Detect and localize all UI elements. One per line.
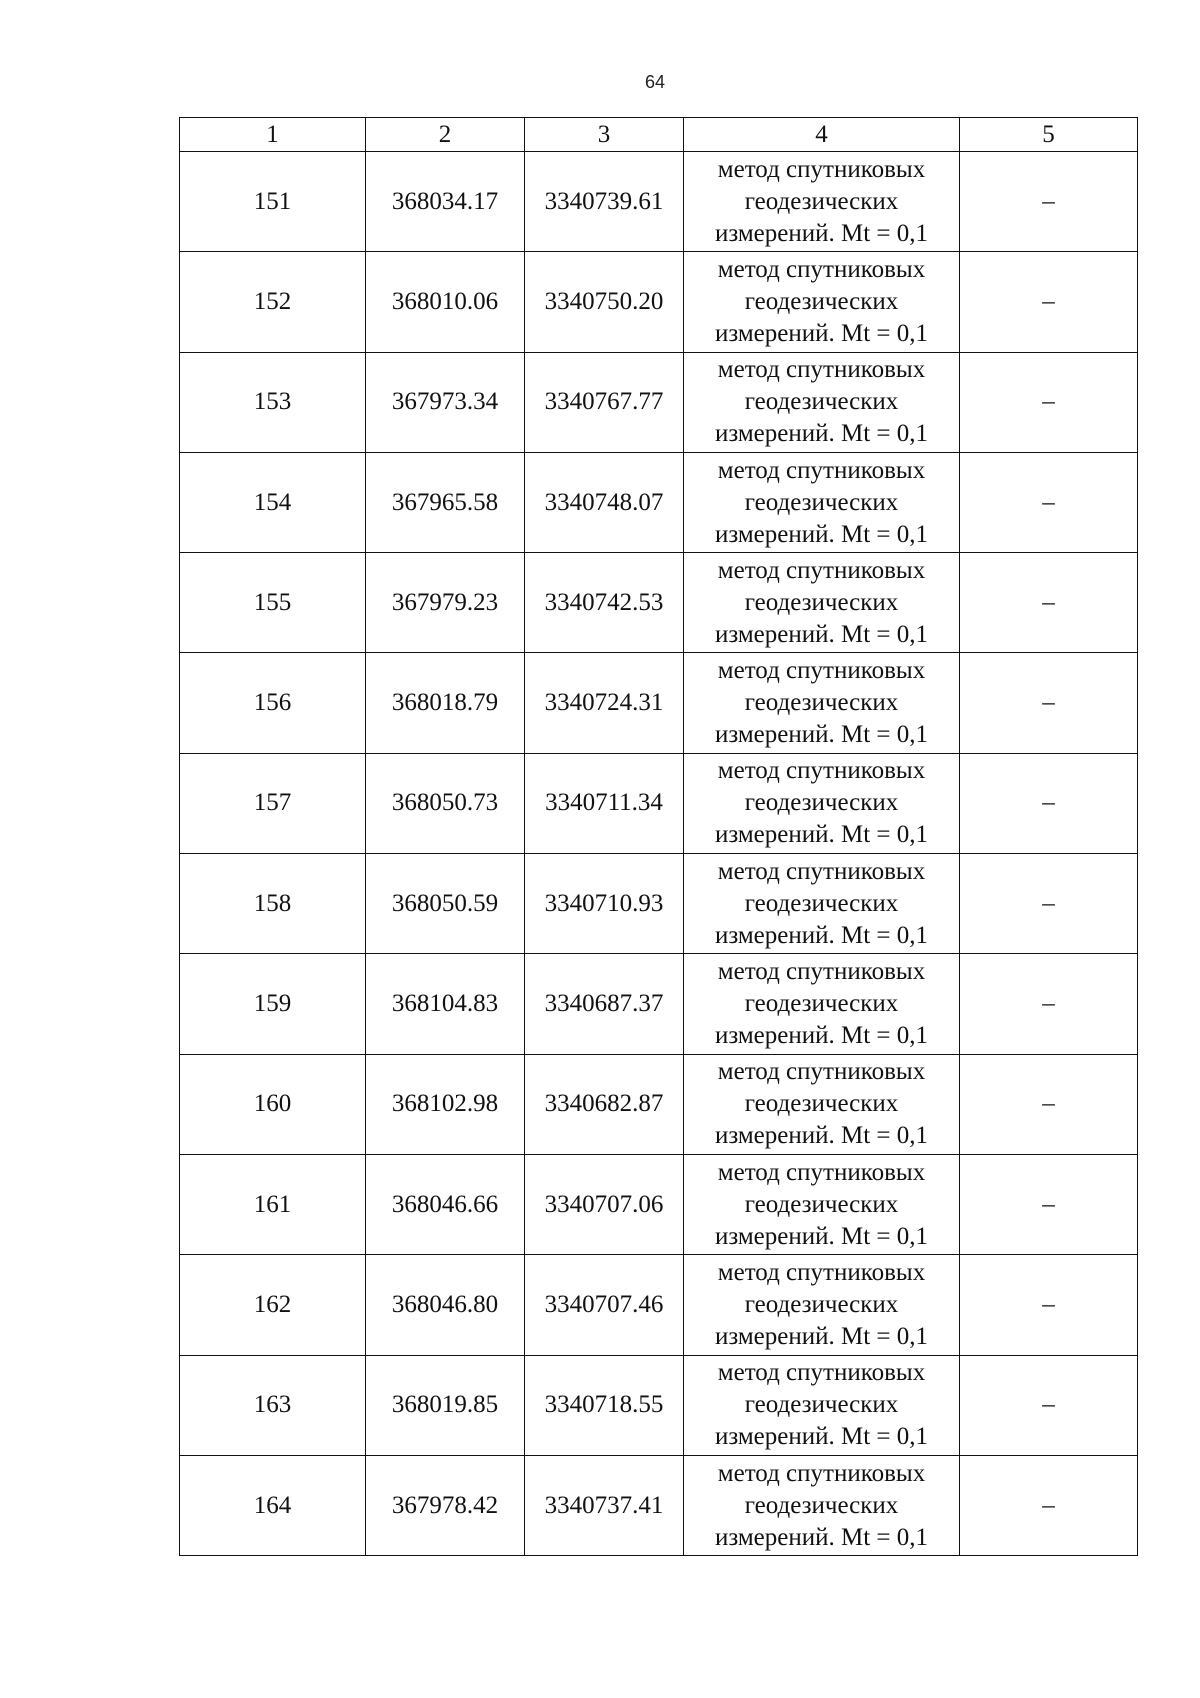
method-cell: [684, 1455, 960, 1555]
method-cell: [684, 152, 960, 252]
method-line: геодезических: [744, 388, 899, 416]
x-coordinate-cell: 367973.34: [366, 352, 525, 452]
y-coordinate-cell: 3340739.61: [525, 152, 684, 252]
table-row: [180, 553, 1138, 653]
header-row: [180, 118, 1138, 152]
method-line: метод спутниковых: [717, 757, 926, 785]
x-coordinate-cell: 367979.23: [366, 553, 525, 653]
method-line: геодезических: [744, 1391, 899, 1419]
x-coordinate-cell: 368019.85: [366, 1355, 525, 1455]
table-row: [180, 1154, 1138, 1254]
method-line: измерений. Mt = 0,1: [714, 1222, 929, 1250]
table-row: [180, 252, 1138, 352]
table-body: [180, 152, 1138, 1556]
method-cell: [684, 1054, 960, 1154]
header-col-4: 4: [684, 118, 960, 152]
method-cell: [684, 854, 960, 954]
point-number-cell: 162: [180, 1255, 366, 1355]
header-col-3: 3: [525, 118, 684, 152]
x-coordinate-cell: 368050.73: [366, 753, 525, 853]
method-line: геодезических: [744, 990, 899, 1018]
method-line: метод спутниковых: [717, 1258, 926, 1286]
note-cell: –: [960, 954, 1138, 1054]
table-row: [180, 753, 1138, 853]
x-coordinate-cell: 368104.83: [366, 954, 525, 1054]
method-line: измерений. Mt = 0,1: [714, 420, 929, 448]
method-cell: [684, 1255, 960, 1355]
method-line: измерений. Mt = 0,1: [714, 520, 929, 548]
table-row: [180, 1455, 1138, 1555]
point-number-cell: 157: [180, 753, 366, 853]
method-line: измерений. Mt = 0,1: [714, 620, 929, 648]
note-cell: –: [960, 653, 1138, 753]
table-row: [180, 1255, 1138, 1355]
method-line: геодезических: [744, 889, 899, 917]
method-cell: [684, 653, 960, 753]
table-row: [180, 452, 1138, 552]
header-col-2: 2: [366, 118, 525, 152]
method-line: измерений. Mt = 0,1: [714, 319, 929, 347]
y-coordinate-cell: 3340682.87: [525, 1054, 684, 1154]
table-row: [180, 352, 1138, 452]
x-coordinate-cell: 368102.98: [366, 1054, 525, 1154]
header-col-1: 1: [180, 118, 366, 152]
method-line: метод спутниковых: [717, 556, 926, 584]
table-row: [180, 653, 1138, 753]
note-cell: –: [960, 1054, 1138, 1154]
x-coordinate-cell: 368018.79: [366, 653, 525, 753]
note-cell: –: [960, 753, 1138, 853]
point-number-cell: 163: [180, 1355, 366, 1455]
point-number-cell: 158: [180, 854, 366, 954]
method-line: метод спутниковых: [717, 857, 926, 885]
y-coordinate-cell: 3340711.34: [525, 753, 684, 853]
method-line: геодезических: [744, 789, 899, 817]
method-line: метод спутниковых: [717, 958, 926, 986]
table-row: [180, 1355, 1138, 1455]
method-line: метод спутниковых: [717, 255, 926, 283]
y-coordinate-cell: 3340767.77: [525, 352, 684, 452]
y-coordinate-cell: 3340742.53: [525, 553, 684, 653]
method-line: метод спутниковых: [717, 1158, 926, 1186]
method-cell: [684, 553, 960, 653]
method-line: геодезических: [744, 1290, 899, 1318]
x-coordinate-cell: 367965.58: [366, 452, 525, 552]
method-cell: [684, 753, 960, 853]
note-cell: –: [960, 1255, 1138, 1355]
y-coordinate-cell: 3340737.41: [525, 1455, 684, 1555]
x-coordinate-cell: 368010.06: [366, 252, 525, 352]
method-line: геодезических: [744, 1491, 899, 1519]
y-coordinate-cell: 3340724.31: [525, 653, 684, 753]
y-coordinate-cell: 3340718.55: [525, 1355, 684, 1455]
method-cell: [684, 252, 960, 352]
point-number-cell: 154: [180, 452, 366, 552]
method-line: метод спутниковых: [717, 1459, 926, 1487]
note-cell: –: [960, 152, 1138, 252]
note-cell: –: [960, 452, 1138, 552]
method-cell: [684, 352, 960, 452]
note-cell: –: [960, 854, 1138, 954]
x-coordinate-cell: 367978.42: [366, 1455, 525, 1555]
y-coordinate-cell: 3340707.06: [525, 1154, 684, 1254]
method-line: измерений. Mt = 0,1: [714, 1122, 929, 1150]
point-number-cell: 156: [180, 653, 366, 753]
coordinates-table: [179, 117, 1138, 1556]
point-number-cell: 164: [180, 1455, 366, 1555]
method-line: метод спутниковых: [717, 155, 926, 183]
method-line: метод спутниковых: [717, 657, 926, 685]
note-cell: –: [960, 252, 1138, 352]
header-col-5: 5: [960, 118, 1138, 152]
y-coordinate-cell: 3340687.37: [525, 954, 684, 1054]
point-number-cell: 152: [180, 252, 366, 352]
y-coordinate-cell: 3340748.07: [525, 452, 684, 552]
page-number: 64: [644, 72, 666, 92]
x-coordinate-cell: 368050.59: [366, 854, 525, 954]
point-number-cell: 151: [180, 152, 366, 252]
method-line: метод спутниковых: [717, 1058, 926, 1086]
method-line: геодезических: [744, 1190, 899, 1218]
table-header: [180, 118, 1138, 152]
table-row: [180, 954, 1138, 1054]
note-cell: –: [960, 352, 1138, 452]
point-number-cell: 159: [180, 954, 366, 1054]
table-row: [180, 152, 1138, 252]
y-coordinate-cell: 3340750.20: [525, 252, 684, 352]
method-line: геодезических: [744, 488, 899, 516]
method-line: измерений. Mt = 0,1: [714, 921, 929, 949]
method-line: измерений. Mt = 0,1: [714, 821, 929, 849]
point-number-cell: 155: [180, 553, 366, 653]
method-line: геодезических: [744, 588, 899, 616]
table-row: [180, 854, 1138, 954]
note-cell: –: [960, 553, 1138, 653]
method-line: геодезических: [744, 187, 899, 215]
note-cell: –: [960, 1455, 1138, 1555]
method-line: метод спутниковых: [717, 456, 926, 484]
method-cell: [684, 452, 960, 552]
method-line: метод спутниковых: [717, 1359, 926, 1387]
table-row: [180, 1054, 1138, 1154]
method-cell: [684, 954, 960, 1054]
note-cell: –: [960, 1154, 1138, 1254]
method-cell: [684, 1355, 960, 1455]
point-number-cell: 153: [180, 352, 366, 452]
method-line: метод спутниковых: [717, 356, 926, 384]
method-line: измерений. Mt = 0,1: [714, 219, 929, 247]
method-line: геодезических: [744, 689, 899, 717]
method-line: измерений. Mt = 0,1: [714, 1022, 929, 1050]
method-line: геодезических: [744, 1090, 899, 1118]
method-line: измерений. Mt = 0,1: [714, 1523, 929, 1551]
note-cell: –: [960, 1355, 1138, 1455]
y-coordinate-cell: 3340710.93: [525, 854, 684, 954]
method-cell: [684, 1154, 960, 1254]
x-coordinate-cell: 368046.66: [366, 1154, 525, 1254]
x-coordinate-cell: 368034.17: [366, 152, 525, 252]
y-coordinate-cell: 3340707.46: [525, 1255, 684, 1355]
point-number-cell: 161: [180, 1154, 366, 1254]
method-line: измерений. Mt = 0,1: [714, 1423, 929, 1451]
x-coordinate-cell: 368046.80: [366, 1255, 525, 1355]
method-line: измерений. Mt = 0,1: [714, 721, 929, 749]
method-line: измерений. Mt = 0,1: [714, 1322, 929, 1350]
point-number-cell: 160: [180, 1054, 366, 1154]
method-line: геодезических: [744, 287, 899, 315]
